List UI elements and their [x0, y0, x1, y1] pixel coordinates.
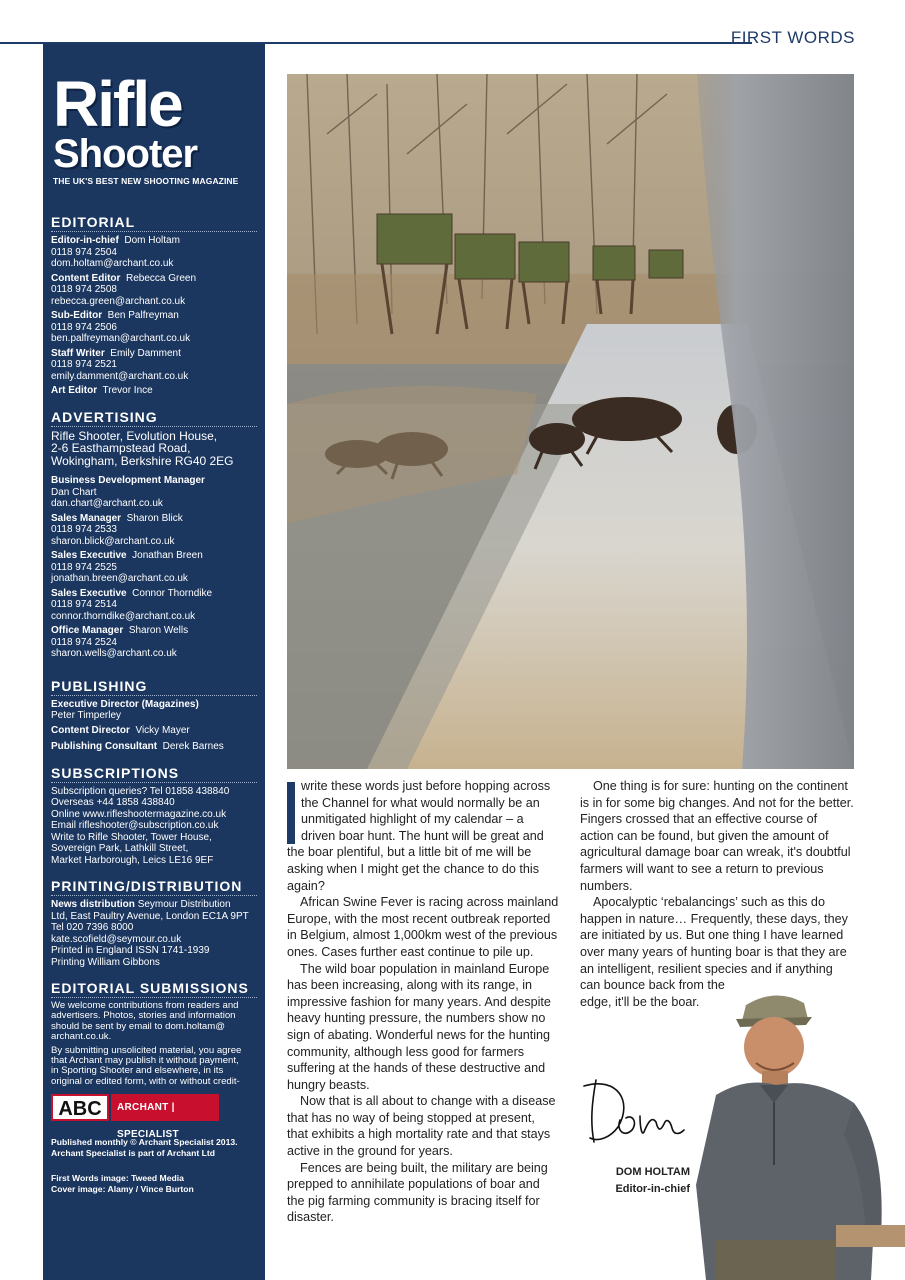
drop-cap-bar	[287, 782, 295, 844]
staff-role: Sales Executive	[51, 550, 127, 561]
staff-role: Sub-Editor	[51, 310, 103, 321]
staff-name: Derek Barnes	[162, 741, 224, 752]
article-paragraph: One thing is for sure: hunting on the continent is in for some big changes. And not for the better. Fingers crossed that an effective course of action can be found, but given the amount of agricultural damage boar can wreak, it's doubtful farmers will want to see a return to previous numbers.	[580, 779, 854, 893]
image-credit: Cover image: Alamy / Vince Burton	[51, 1184, 194, 1195]
editor-title: Editor-in-chief	[615, 1183, 690, 1195]
printing-line: Ltd, East Paultry Avenue, London EC1A 9PT	[51, 910, 249, 922]
staff-role: Content Editor	[51, 272, 121, 284]
submissions-line: should be sent by email to dom.holtam@	[51, 1020, 225, 1032]
staff-entry	[51, 725, 257, 737]
staff-email: connor.thorndike@archant.co.uk	[51, 610, 196, 622]
staff-entry	[51, 588, 257, 600]
staff-role: Publishing Consultant	[51, 741, 158, 752]
printing-line: News distribution Seymour Distribution	[51, 899, 231, 910]
boar-crossing-photo	[287, 74, 854, 769]
printing-heading: PRINTING/DISTRIBUTION	[51, 878, 257, 896]
staff-role: Office Manager	[51, 625, 124, 636]
subscriptions-line: Email rifleshooter@subscription.co.uk	[51, 820, 219, 831]
archant-logo: ARCHANT | SPECIALIST	[111, 1094, 219, 1121]
staff-role: Staff Writer	[51, 347, 105, 359]
editorial-heading: EDITORIAL	[51, 214, 257, 232]
submissions-line: original or edited form, with or without credit-	[51, 1075, 240, 1087]
article-paragraph: write these words just before hopping across the Channel for what would normally be an unmitigated highlight of my calendar – a driven boar hunt. The hunt will be great and the boar plentiful, but a little bit of me will be asking when I might get the chance to do this again?	[287, 779, 551, 893]
printing-line: Printed in England ISSN 1741-1939	[51, 945, 210, 956]
staff-name: Dan Chart	[51, 486, 97, 498]
submissions-line: advertisers. Photos, stories and information	[51, 1010, 236, 1022]
printing-label: News distribution	[51, 899, 135, 910]
section-tag: FIRST WORDS	[730, 28, 855, 47]
subscriptions-heading: SUBSCRIPTIONS	[51, 765, 257, 783]
staff-name: Dom Holtam	[124, 235, 180, 246]
masthead-sidebar	[43, 44, 265, 1280]
subscriptions-line: Online www.rifleshootermagazine.co.uk	[51, 808, 227, 820]
article-paragraph: Fences are being built, the military are being prepped to annihilate populations of boar and the pig farming community is bracing itself for disaster.	[287, 1160, 548, 1225]
article-paragraph: edge, it'll be the boar.	[580, 994, 700, 1009]
staff-email: emily.damment@archant.co.uk	[51, 370, 189, 382]
staff-role: Business Development Manager	[51, 475, 205, 486]
printing-line: Printing William Gibbons	[51, 956, 160, 968]
publishing-heading: PUBLISHING	[51, 678, 257, 696]
staff-role: Sales Manager	[51, 512, 122, 524]
submissions-line: that Archant may publish it without payment,	[51, 1055, 239, 1067]
magazine-logo	[51, 68, 257, 186]
staff-name: Trevor Ince	[102, 385, 153, 396]
logo-word-rifle: Rifle	[53, 68, 182, 140]
staff-entry	[51, 550, 257, 562]
staff-entry	[51, 385, 257, 397]
staff-entry	[51, 273, 257, 285]
subscriptions-line: Sovereign Park, Lathkill Street,	[51, 843, 189, 854]
published-line: Archant Specialist is part of Archant Ltd	[51, 1148, 215, 1159]
printing-line: Tel 020 7396 8000	[51, 922, 134, 933]
staff-phone: 0118 974 2521	[51, 359, 117, 370]
staff-role: Sales Executive	[51, 587, 127, 599]
staff-name: Emily Damment	[110, 347, 181, 359]
staff-phone: 0118 974 2514	[51, 599, 117, 610]
staff-email: jonathan.breen@archant.co.uk	[51, 573, 188, 584]
staff-phone: 0118 974 2524	[51, 636, 117, 648]
advertising-address-line: Rifle Shooter, Evolution House,	[51, 428, 218, 443]
staff-name: Ben Palfreyman	[107, 310, 179, 321]
staff-phone: 0118 974 2525	[51, 561, 117, 573]
staff-entry	[51, 513, 257, 525]
staff-entry	[51, 741, 257, 753]
staff-name: Connor Thorndike	[132, 587, 213, 599]
staff-entry	[51, 235, 257, 247]
staff-role: Content Director	[51, 724, 130, 736]
subscriptions-line: Market Harborough, Leics LE16 9EF	[51, 854, 214, 866]
published-line: Published monthly © Archant Specialist 2013.	[51, 1137, 238, 1148]
staff-name: Jonathan Breen	[132, 550, 203, 561]
advertising-list	[51, 475, 257, 660]
subscriptions-line: Subscription queries? Tel 01858 438840	[51, 785, 230, 797]
advertising-address-line: 2-6 Easthampstead Road,	[51, 441, 191, 455]
logo-tagline: THE UK'S BEST NEW SHOOTING MAGAZINE	[53, 176, 239, 186]
editor-signature	[578, 1072, 688, 1152]
logo-word-shooter: Shooter	[53, 132, 198, 176]
article-paragraph: Apocalyptic ‘rebalancings’ such as this do happen in nature… Frequently, these days, they are initiated by us. But one thing I have learned over many years of hunting boar is that they are an intelligent, resilient species and if anything can bounce back from the	[580, 895, 848, 993]
staff-name: Sharon Wells	[128, 625, 189, 636]
article-paragraph: The wild boar population in mainland Europe has been increasing, along with its range, in impressive fashion for many years. And despite heavy hunting pressure, the numbers show no sign of abating. Wonderful news for the hunting community, although less good for farmers suffering at the hands of these destructive and hungry beasts.	[287, 961, 551, 1092]
image-credit: First Words image: Tweed Media	[51, 1173, 184, 1184]
submissions-line: in Sporting Shooter and elsewhere, in its	[51, 1065, 224, 1077]
submissions-line: We welcome contributions from readers and	[51, 1000, 239, 1011]
staff-email: sharon.wells@archant.co.uk	[51, 648, 177, 659]
article-paragraph: African Swine Fever is racing across mainland Europe, with the most recent outbreak reported in Belgium, almost 1,000km west of the previous ones. Cases further east continue to pile up.	[287, 895, 559, 959]
staff-email: sharon.blick@archant.co.uk	[51, 535, 175, 547]
staff-role: Art Editor	[51, 385, 98, 396]
staff-entry	[51, 310, 257, 322]
subscriptions-line: Write to Rifle Shooter, Tower House,	[51, 831, 212, 843]
submissions-heading: EDITORIAL SUBMISSIONS	[51, 980, 257, 998]
submissions-line: By submitting unsolicited material, you agree	[51, 1044, 242, 1056]
article-column-left	[287, 778, 559, 1226]
staff-phone: 0118 974 2504	[51, 246, 117, 258]
staff-name: Vicky Mayer	[135, 724, 190, 736]
article-column-right	[580, 778, 854, 1010]
staff-entry	[51, 625, 257, 637]
staff-email: dom.holtam@archant.co.uk	[51, 258, 174, 269]
staff-name: Peter Timperley	[51, 710, 122, 721]
article-paragraph: Now that is all about to change with a disease that has no way of being stopped at present, that exhibits a high mortality rate and that stays active in the ground for years.	[287, 1094, 556, 1159]
staff-phone: 0118 974 2508	[51, 284, 117, 295]
printing-line: kate.scofield@seymour.co.uk	[51, 933, 182, 945]
editor-portrait	[676, 985, 905, 1280]
staff-email: dan.chart@archant.co.uk	[51, 498, 163, 509]
advertising-address-line: Wokingham, Berkshire RG40 2EG	[51, 453, 234, 468]
staff-role: Editor-in-chief	[51, 235, 119, 246]
staff-role: Executive Director (Magazines)	[51, 698, 199, 710]
staff-name: Sharon Blick	[126, 512, 183, 524]
staff-email: rebecca.green@archant.co.uk	[51, 295, 186, 307]
staff-phone: 0118 974 2506	[51, 321, 117, 333]
staff-entry	[51, 348, 257, 360]
publisher-logos	[51, 1094, 257, 1141]
abc-logo: ABC	[51, 1094, 109, 1121]
staff-phone: 0118 974 2533	[51, 524, 117, 535]
editor-name: DOM HOLTAM	[615, 1166, 690, 1178]
staff-email: ben.palfreyman@archant.co.uk	[51, 333, 191, 344]
advertising-heading: ADVERTISING	[51, 409, 257, 427]
staff-name: Rebecca Green	[126, 272, 197, 284]
subscriptions-line: Overseas +44 1858 438840	[51, 797, 175, 808]
editorial-list	[51, 235, 257, 397]
submissions-line: archant.co.uk.	[51, 1031, 112, 1043]
